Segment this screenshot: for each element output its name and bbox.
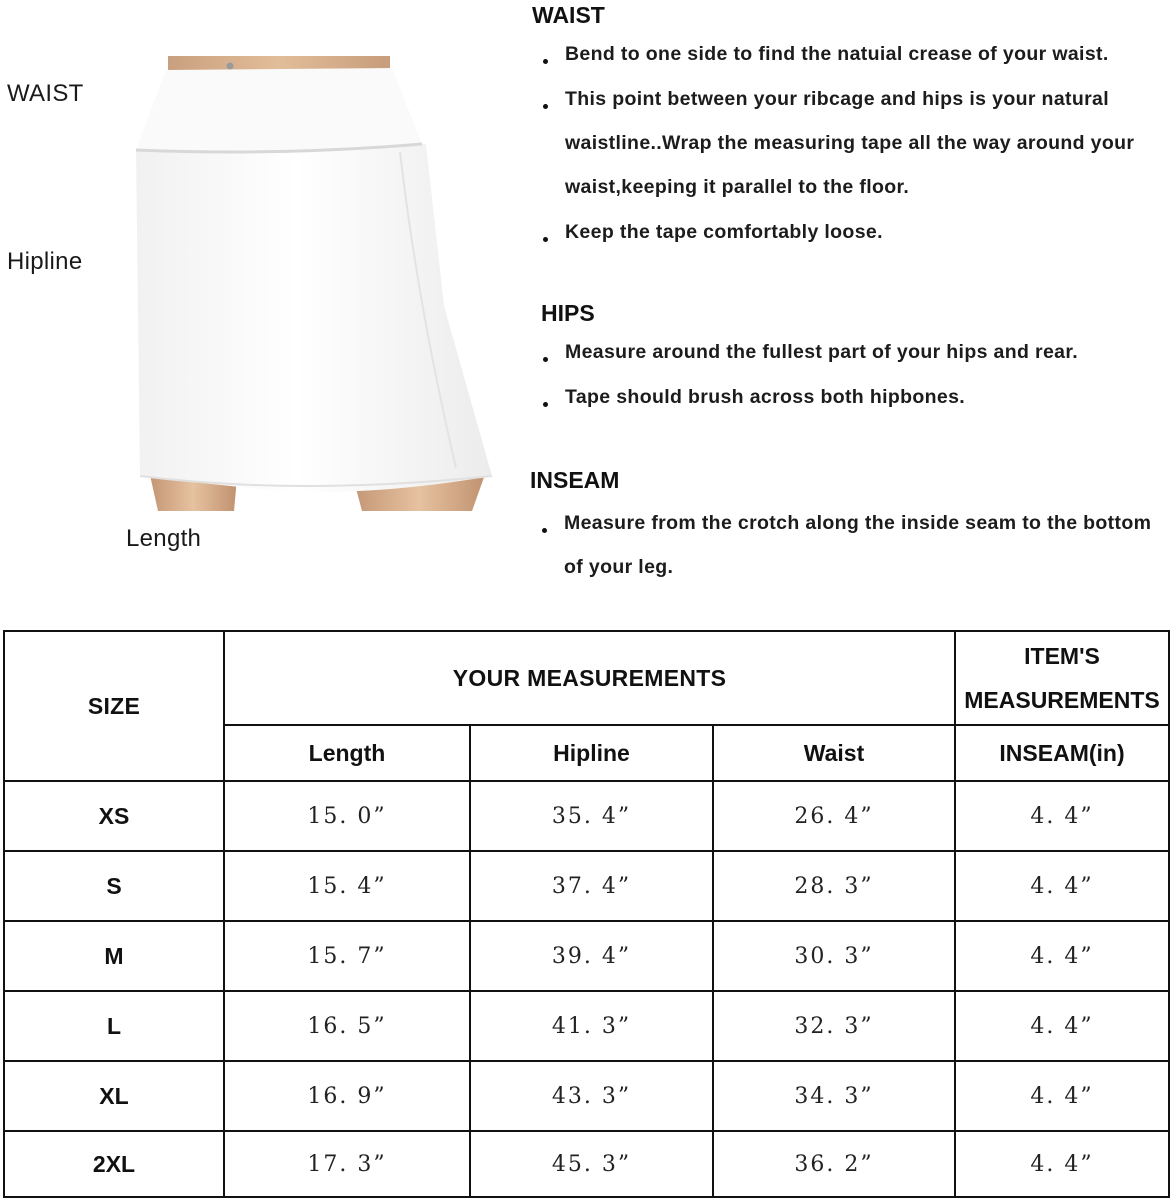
length-cell: 15. 4” [224, 851, 470, 921]
hipline-column-header: Hipline [470, 725, 713, 781]
table-header-row [4, 631, 1169, 725]
table-row [4, 1131, 1169, 1197]
navel-piercing-icon [227, 63, 234, 70]
size-cell: 2XL [4, 1131, 224, 1197]
hipline-cell: 45. 3” [470, 1131, 713, 1197]
skirt-illustration [100, 56, 496, 516]
inseam-bullet-1: Measure from the crotch along the inside seam to the bottom of your leg. [564, 501, 1164, 589]
waist-section-title: WAIST [532, 2, 605, 28]
waist-column-header: Waist [713, 725, 955, 781]
items-measurements-header [955, 631, 1169, 725]
hipline-cell: 39. 4” [470, 921, 713, 991]
table-row [4, 1061, 1169, 1131]
inseam-cell: 4. 4” [955, 1061, 1169, 1131]
table-row [4, 781, 1169, 851]
waist-cell: 34. 3” [713, 1061, 955, 1131]
skirt-waistband [136, 68, 422, 152]
table-row [4, 991, 1169, 1061]
table-row [4, 851, 1169, 921]
inseam-cell: 4. 4” [955, 781, 1169, 851]
hipline-label: Hipline [7, 248, 83, 275]
size-cell: M [4, 921, 224, 991]
inseam-cell: 4. 4” [955, 921, 1169, 991]
waist-bullet-1: Bend to one side to find the natuial crease of your waist. [565, 32, 1176, 76]
inseam-cell: 4. 4” [955, 851, 1169, 921]
waist-cell: 28. 3” [713, 851, 955, 921]
table-row [4, 921, 1169, 991]
inseam-section-title: INSEAM [530, 467, 620, 493]
hipline-cell: 43. 3” [470, 1061, 713, 1131]
hips-bullet-1: Measure around the fullest part of your hips and rear. [565, 330, 1176, 374]
hips-section-title: HIPS [541, 300, 595, 326]
length-label: Length [126, 525, 202, 552]
waist-bullet-2: This point between your ribcage and hips is your natural waistline..Wrap the measuring tape all the way around your waist,keeping it parallel to the floor. [565, 77, 1176, 209]
hipline-cell: 35. 4” [470, 781, 713, 851]
hipline-cell: 37. 4” [470, 851, 713, 921]
waist-label: WAIST [7, 80, 84, 107]
measurement-guide [520, 0, 1176, 600]
items-measurements-header-line1: ITEM'S [1024, 643, 1100, 669]
length-cell: 16. 9” [224, 1061, 470, 1131]
your-measurements-header: YOUR MEASUREMENTS [224, 631, 955, 725]
size-cell: XL [4, 1061, 224, 1131]
skirt-figure [0, 0, 500, 560]
waist-cell: 36. 2” [713, 1131, 955, 1197]
inseam-cell: 4. 4” [955, 991, 1169, 1061]
waist-cell: 32. 3” [713, 991, 955, 1061]
hips-bullet-2: Tape should brush across both hipbones. [565, 375, 1176, 419]
waist-cell: 30. 3” [713, 921, 955, 991]
waist-bullet-3: Keep the tape comfortably loose. [565, 210, 1176, 254]
waist-cell: 26. 4” [713, 781, 955, 851]
length-column-header: Length [224, 725, 470, 781]
size-cell: L [4, 991, 224, 1061]
length-cell: 15. 7” [224, 921, 470, 991]
length-cell: 17. 3” [224, 1131, 470, 1197]
size-cell: XS [4, 781, 224, 851]
size-chart-table [3, 630, 1170, 1198]
skirt-body [136, 144, 492, 492]
size-cell: S [4, 851, 224, 921]
inseam-column-header: INSEAM(in) [955, 725, 1169, 781]
length-cell: 16. 5” [224, 991, 470, 1061]
hipline-cell: 41. 3” [470, 991, 713, 1061]
inseam-cell: 4. 4” [955, 1131, 1169, 1197]
size-header: SIZE [4, 631, 224, 781]
items-measurements-header-line2: MEASUREMENTS [964, 687, 1160, 713]
length-cell: 15. 0” [224, 781, 470, 851]
